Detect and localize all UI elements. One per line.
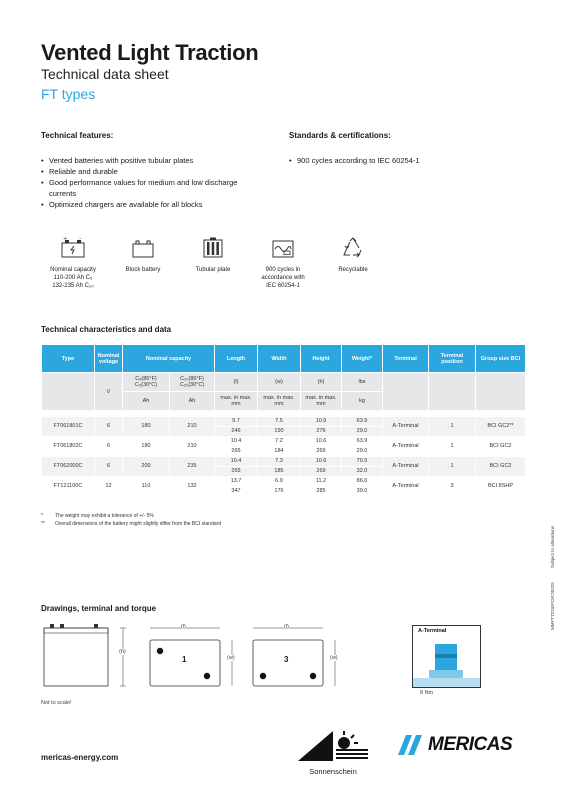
footnote: ** Overall dimensions of the battery might slightly differ from the BCI standard — [41, 521, 222, 527]
features-list — [41, 155, 266, 210]
length-label-1: (l) — [181, 624, 186, 630]
standard-item: • 900 cycles according to IEC 60254-1 — [289, 155, 509, 166]
voltage-unit: V — [95, 373, 123, 411]
feature-item: • Good performance values for medium and low discharge currents — [41, 177, 266, 199]
terminal-position-3: 3 — [284, 655, 289, 664]
sonnenschein-text: Sonnenschein — [309, 767, 357, 776]
standards-list — [289, 155, 509, 166]
feature-item: • Reliable and durable — [41, 166, 266, 177]
features-heading: Technical features: — [41, 131, 114, 140]
sun-logo-icon — [296, 727, 370, 761]
icon-cycles — [248, 236, 318, 290]
table-row: FT061801C 6 180 210 9.7 7.5 10.9 63.9 A-Terminal 1 BCI GC2** — [42, 417, 526, 427]
side-note-alterations: Subject to alterations — [550, 525, 555, 568]
height-label: (h) — [119, 649, 126, 655]
icon-label-line: Recyclable — [338, 267, 368, 273]
icon-label-line: 900 cycles in — [265, 267, 301, 273]
icon-label-line: IEC 60254-1 — [266, 283, 300, 289]
weight-unit-lbs: lbs — [342, 373, 383, 392]
width-max: max. in max. mm — [258, 392, 301, 411]
length-label-3: (l) — [284, 624, 289, 630]
tubular-plate-icon — [200, 236, 226, 260]
icon-recyclable — [318, 236, 388, 274]
page-title: Vented Light Traction — [41, 40, 259, 65]
icon-label-line: accordance with — [261, 275, 305, 281]
drawings-heading: Drawings, terminal and torque — [41, 604, 157, 613]
length-unit: (l) — [215, 373, 258, 392]
col-length: Length — [215, 345, 258, 373]
page-subtitle: Technical data sheet — [41, 66, 169, 82]
mericas-text: MERICAS — [428, 734, 513, 755]
cap2-ah: Ah — [170, 392, 215, 411]
table-row: FT121100C 12 110 132 13.7 6.9 11.2 86.0 A-Terminal 3 BCI 8SHP — [42, 477, 526, 487]
feature-item: • Optimized chargers are available for all blocks — [41, 199, 266, 210]
side-note-docid: MMFTTDSEPOFO0325 — [550, 582, 555, 630]
feature-icons — [38, 236, 398, 306]
col-terminal: Terminal — [383, 345, 429, 373]
col-nominal-voltage: Nominal voltage — [95, 345, 123, 373]
width-label-1: (w) — [227, 655, 235, 661]
cycle-wave-icon — [270, 236, 296, 260]
position-unit-cell — [429, 373, 476, 411]
col-height: Height — [301, 345, 342, 373]
type-unit-cell — [42, 373, 95, 411]
col-width: Width — [258, 345, 301, 373]
cap2-unit: C₂₀(86°F) C₂₀(30°C) — [170, 373, 215, 392]
col-weight: Weight* — [342, 345, 383, 373]
terminal-position-1: 1 — [182, 655, 187, 664]
table-heading: Technical characteristics and data — [41, 325, 172, 334]
torque-label: 8 Nm — [420, 690, 434, 696]
terminal-label: A-Terminal — [418, 628, 447, 634]
block-battery-icon — [130, 236, 156, 260]
footnote: * The weight may exhibit a tolerance of +/- 5% — [41, 513, 154, 519]
width-unit: (w) — [258, 373, 301, 392]
col-nominal-capacity: Nominal capacity — [123, 345, 215, 373]
group-unit-cell — [476, 373, 526, 411]
col-group-size: Group size BCI — [476, 345, 526, 373]
standards-heading: Standards & certifications: — [289, 131, 391, 140]
recycle-icon — [340, 236, 366, 260]
cap1-unit: C₅(86°F) C₅(30°C) — [123, 373, 170, 392]
website-link[interactable]: mericas-energy.com — [41, 753, 119, 762]
icon-label-line: 110-200 Ah C₅ — [53, 275, 93, 281]
icon-tubular-plate — [178, 236, 248, 274]
length-max: max. in max. mm — [215, 392, 258, 411]
a-terminal-icon — [413, 626, 480, 687]
icon-nominal-capacity — [38, 236, 108, 290]
terminal-detail — [412, 625, 481, 688]
width-label-3: (w) — [330, 655, 338, 661]
height-max: max. in max. mm — [301, 392, 342, 411]
mericas-logo — [398, 730, 512, 760]
svg-text:–: – — [79, 236, 82, 242]
battery-charge-icon — [60, 236, 86, 260]
table-row: FT062000C 6 200 235 10.4 7.3 10.6 70.5 A-Terminal 1 BCI GC2 — [42, 457, 526, 467]
weight-unit-kg: kg — [342, 392, 383, 411]
cap1-ah: Ah — [123, 392, 170, 411]
col-terminal-position: Terminal position — [429, 345, 476, 373]
table-row: FT061802C 6 180 210 10.4 7.2 10.6 63.9 A-Terminal 1 BCI GC2 — [42, 437, 526, 447]
sonnenschein-logo — [296, 727, 370, 776]
terminal-unit-cell — [383, 373, 429, 411]
spec-table: Type Nominal voltage Nominal capacity Length Width Height Weight* Terminal Terminal position Group size BCI V C₅(86°F) C₅(30°C) C₂₀(86°F) C₂₀(30°C) (l) (w) (h) lbs Ah Ah max. in max. mm max. in max. mm max. in max. mm kg FT061801C 6 180 210 9.7 7.5 10.9 63.9 A-Terminal 1 BCI GC2** 246 190 276 29.0 FT061802C 6 180 210 10.4 7.2 10.6 63.9 A-Terminal 1 BCI GC2 265 184 269 29.0 FT062000C 6 200 235 10.4 7.3 10.6 70.5 A-Terminal 1 BCI GC2 265 185 269 32.0 FT121100C 12 110 132 13.7 6.9 11.2 86.0 A-Terminal 3 BCI 8SHP 347 176 285 39.0 — [41, 344, 526, 497]
not-to-scale-note: Not to scale! — [41, 700, 72, 706]
icon-label-line: Nominal capacity — [50, 267, 96, 273]
icon-label-line: Tubular plate — [195, 267, 231, 273]
feature-item: • Vented batteries with positive tubular plates — [41, 155, 266, 166]
icon-label-line: 132-235 Ah C₂₀ — [52, 283, 94, 289]
product-type: FT types — [41, 86, 96, 102]
svg-text:+: + — [63, 236, 68, 242]
icon-block-battery — [108, 236, 178, 274]
col-type: Type — [42, 345, 95, 373]
icon-label-line: Block battery — [125, 267, 161, 273]
height-unit: (h) — [301, 373, 342, 392]
mericas-mark-icon — [398, 733, 426, 757]
